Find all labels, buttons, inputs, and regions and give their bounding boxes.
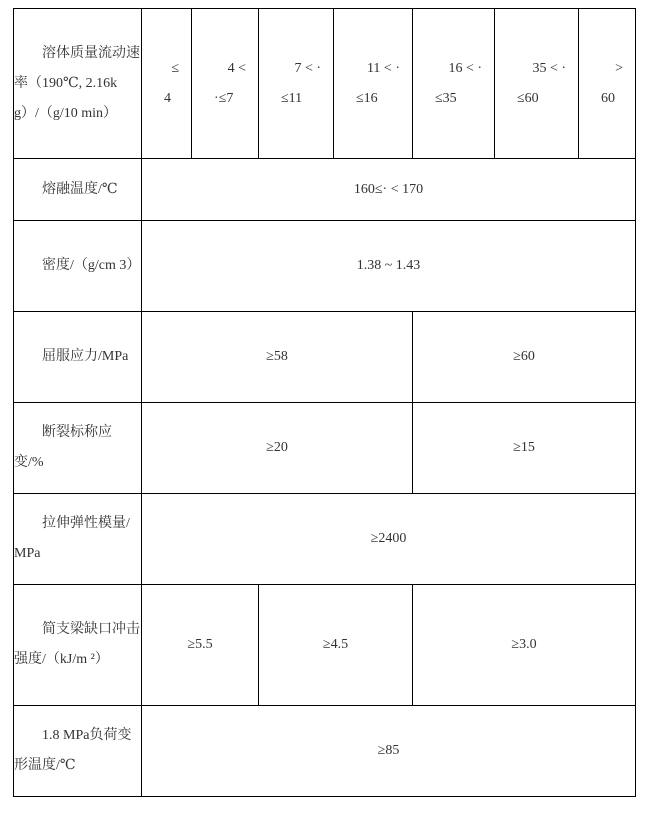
impact-strength-value-3: ≥3.0 — [413, 585, 636, 706]
mfr-range-2-line1: 4 < — [227, 60, 246, 76]
melt-flow-rate-label: 溶体质量流动速率（190℃, 2.16kg）/（g/10 min） — [14, 45, 140, 121]
mfr-range-cell — [334, 9, 413, 159]
mfr-range-cell — [192, 9, 259, 159]
mfr-range-3-line2: ≤11 — [281, 90, 303, 106]
yield-stress-value-1: ≥58 — [142, 312, 413, 403]
mfr-range-4-line2: ≤16 — [356, 90, 378, 106]
strain-at-break-value-2: ≥15 — [413, 403, 636, 494]
mfr-range-1-line2: 4 — [164, 90, 171, 106]
mfr-range-3-line1: 7 < · — [294, 60, 321, 76]
tensile-modulus-value: ≥2400 — [142, 494, 636, 585]
mfr-range-cell — [495, 9, 579, 159]
row-label — [14, 706, 142, 797]
mfr-range-5-line2: ≤35 — [435, 90, 457, 106]
table-row — [14, 494, 636, 585]
mfr-range-cell — [259, 9, 334, 159]
table-row — [14, 159, 636, 221]
mfr-range-2-line2: ·≤7 — [214, 90, 234, 106]
tensile-modulus-label: 拉伸弹性模量/MPa — [14, 516, 130, 561]
table-row — [14, 9, 636, 159]
yield-stress-value-2: ≥60 — [413, 312, 636, 403]
mfr-range-1-line1: ≤ — [171, 60, 179, 76]
density-value: 1.38 ~ 1.43 — [142, 221, 636, 312]
row-label — [14, 159, 142, 221]
mfr-range-6-line1: 35 < · — [532, 60, 566, 76]
properties-table — [13, 8, 636, 797]
mfr-range-cell — [413, 9, 495, 159]
row-label — [14, 403, 142, 494]
table-row — [14, 221, 636, 312]
row-label — [14, 585, 142, 706]
mfr-range-cell — [579, 9, 636, 159]
impact-strength-value-1: ≥5.5 — [142, 585, 259, 706]
melting-temperature-label: 熔融温度/℃ — [42, 181, 118, 197]
row-label — [14, 221, 142, 312]
table-row — [14, 403, 636, 494]
table-row — [14, 585, 636, 706]
row-label — [14, 9, 142, 159]
deflection-temperature-value: ≥85 — [142, 706, 636, 797]
mfr-range-4-line1: 11 < · — [366, 60, 400, 76]
mfr-range-7-line1: > — [615, 60, 623, 76]
mfr-range-cell — [142, 9, 192, 159]
deflection-temperature-label: 1.8 MPa负荷变形温度/℃ — [14, 728, 132, 773]
impact-strength-value-2: ≥4.5 — [259, 585, 413, 706]
mfr-range-6-line2: ≤60 — [517, 90, 539, 106]
melting-temperature-value: 160≤· < 170 — [142, 159, 636, 221]
yield-stress-label: 屈服应力/MPa — [42, 349, 129, 364]
mfr-range-7-line2: 60 — [601, 90, 615, 106]
mfr-range-5-line1: 16 < · — [448, 60, 482, 76]
impact-strength-label: 简支梁缺口冲击强度/（kJ/m ²） — [14, 622, 140, 667]
table-row — [14, 706, 636, 797]
strain-at-break-label: 断裂标称应变/% — [14, 425, 112, 470]
row-label — [14, 494, 142, 585]
table-row — [14, 312, 636, 403]
strain-at-break-value-1: ≥20 — [142, 403, 413, 494]
row-label — [14, 312, 142, 403]
density-label: 密度/（g/cm 3） — [42, 258, 141, 273]
